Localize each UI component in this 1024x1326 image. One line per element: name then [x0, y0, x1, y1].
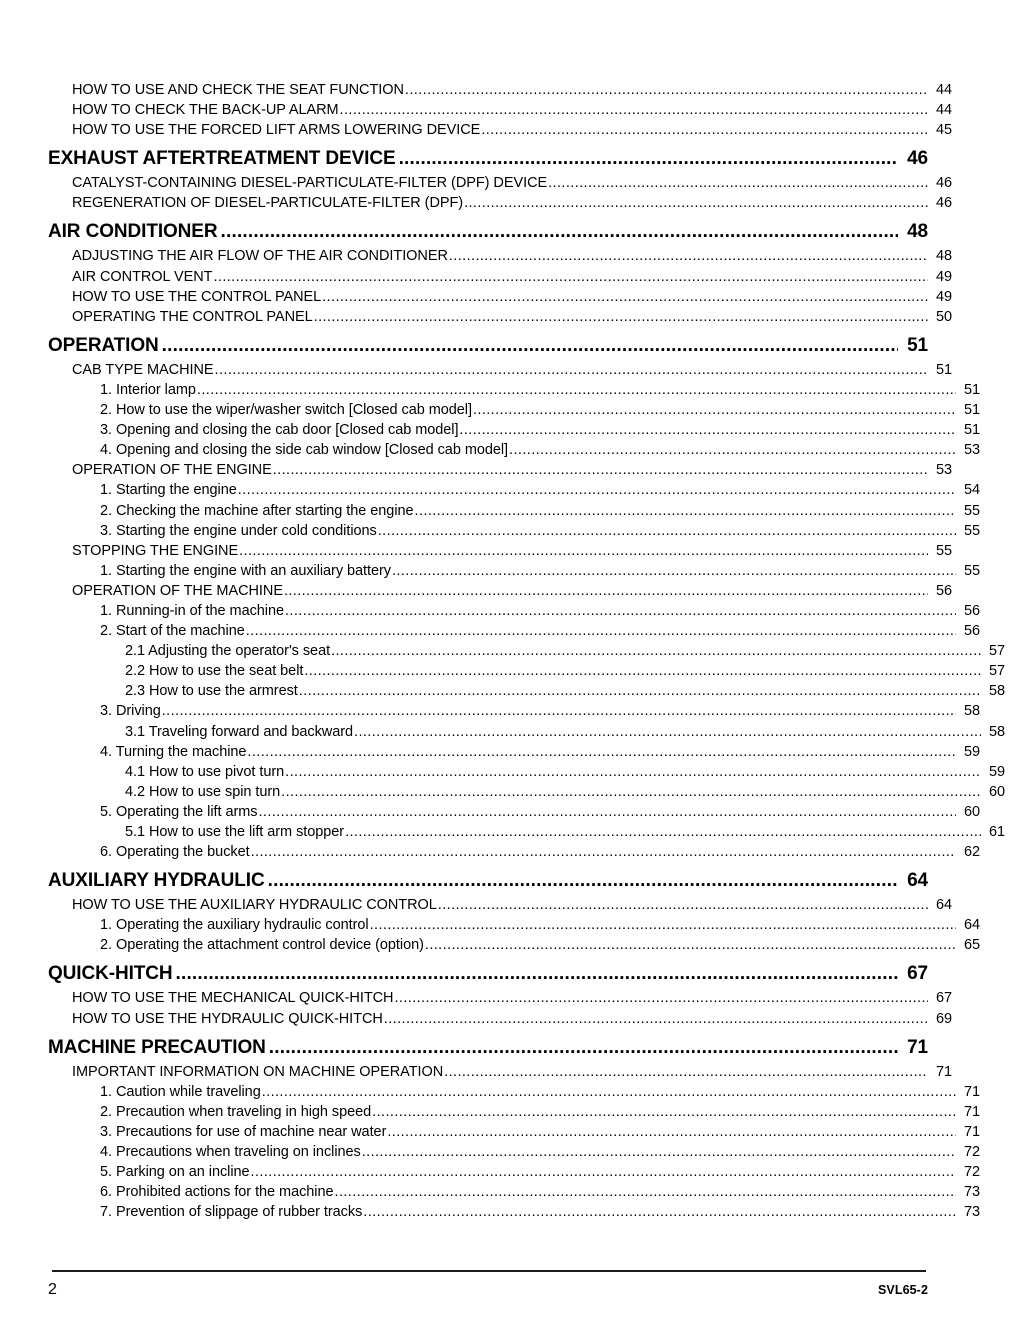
toc-dot-leader [392, 561, 956, 581]
toc-dot-leader [363, 1202, 956, 1222]
toc-entry[interactable] [100, 742, 980, 762]
toc-section-entry[interactable] [48, 149, 928, 169]
toc-section-entry[interactable] [48, 964, 928, 984]
toc-dot-leader [362, 1142, 956, 1162]
toc-entry-label: 3. Driving [100, 703, 161, 720]
toc-entry-label: IMPORTANT INFORMATION ON MACHINE OPERATION [72, 1063, 444, 1080]
toc-page-number: 55 [935, 542, 952, 559]
toc-dot-leader [281, 782, 981, 802]
toc-entry-label: QUICK-HITCH [48, 963, 173, 985]
toc-entry[interactable] [100, 1202, 980, 1222]
toc-page-number: 51 [963, 381, 980, 398]
toc-dot-leader [394, 988, 928, 1008]
toc-entry[interactable] [72, 460, 952, 480]
toc-page-number: 53 [963, 442, 980, 459]
toc-entry[interactable] [100, 501, 980, 521]
toc-entry-label: 2. Precaution when traveling in high speed [100, 1103, 372, 1120]
toc-dot-leader [399, 149, 898, 169]
toc-dot-leader [285, 762, 981, 782]
toc-dot-leader [239, 541, 928, 561]
toc-entry-label: 2.2 How to use the seat belt [125, 663, 304, 680]
toc-entry-label: STOPPING THE ENGINE [72, 542, 239, 559]
toc-entry[interactable] [72, 307, 952, 327]
toc-entry[interactable] [100, 915, 980, 935]
toc-page-number: 59 [988, 763, 1005, 780]
toc-entry-label: 1. Interior lamp [100, 381, 196, 398]
toc-entry[interactable] [72, 1062, 952, 1082]
toc-dot-leader [481, 120, 928, 140]
toc-page-number: 58 [988, 683, 1005, 700]
toc-entry-label: REGENERATION OF DIESEL-PARTICULATE-FILTER (DPF) [72, 195, 464, 212]
toc-page-number: 48 [935, 248, 952, 265]
toc-dot-leader [197, 380, 956, 400]
toc-entry[interactable] [100, 561, 980, 581]
toc-page-number: 65 [963, 937, 980, 954]
toc-entry[interactable] [72, 267, 952, 287]
toc-entry-label: 2. Checking the machine after starting the engine [100, 502, 414, 519]
toc-entry-label: 2. Operating the attachment control device (option) [100, 937, 424, 954]
table-of-contents [48, 80, 1005, 1222]
toc-entry-label: 6. Operating the bucket [100, 844, 250, 861]
toc-page-number: 55 [963, 562, 980, 579]
toc-entry[interactable] [100, 1102, 980, 1122]
toc-page-number: 71 [907, 1036, 928, 1058]
toc-entry-label: MACHINE PRECAUTION [48, 1036, 266, 1058]
footer-divider [52, 1270, 926, 1272]
toc-entry[interactable] [100, 1122, 980, 1142]
toc-dot-leader [176, 964, 899, 984]
toc-entry-label: HOW TO USE THE AUXILIARY HYDRAULIC CONTROL [72, 897, 437, 914]
toc-entry[interactable] [72, 360, 952, 380]
toc-entry[interactable] [125, 782, 1005, 802]
toc-entry[interactable] [100, 935, 980, 955]
toc-entry-label: ADJUSTING THE AIR FLOW OF THE AIR CONDITIONER [72, 248, 448, 265]
toc-entry-label: CATALYST-CONTAINING DIESEL-PARTICULATE-FILTER (DPF) DEVICE [72, 175, 548, 192]
toc-entry-label: 5. Parking on an incline [100, 1164, 250, 1181]
toc-dot-leader [322, 287, 928, 307]
toc-page-number: 46 [935, 195, 952, 212]
toc-entry-label: CAB TYPE MACHINE [72, 361, 214, 378]
toc-page-number: 57 [988, 643, 1005, 660]
toc-dot-leader [473, 400, 956, 420]
toc-page-number: 51 [963, 402, 980, 419]
toc-dot-leader [464, 193, 928, 213]
toc-entry[interactable] [100, 802, 980, 822]
toc-dot-leader [384, 1009, 928, 1029]
toc-entry-label: AIR CONDITIONER [48, 221, 218, 243]
toc-entry-label: HOW TO USE THE HYDRAULIC QUICK-HITCH [72, 1010, 383, 1027]
toc-dot-leader [238, 480, 956, 500]
toc-page-number: 55 [963, 522, 980, 539]
toc-entry[interactable] [125, 681, 1005, 701]
toc-dot-leader [162, 701, 956, 721]
toc-entry-label: 1. Caution while traveling [100, 1083, 261, 1100]
toc-dot-leader [387, 1122, 956, 1142]
page-footer [48, 1281, 928, 1299]
toc-dot-leader [335, 1182, 956, 1202]
toc-entry[interactable] [100, 601, 980, 621]
toc-entry-label: 1. Starting the engine with an auxiliary battery [100, 562, 391, 579]
toc-entry[interactable] [100, 621, 980, 641]
toc-page-number: 45 [935, 122, 952, 139]
toc-dot-leader [285, 601, 956, 621]
toc-entry-label: HOW TO CHECK THE BACK-UP ALARM [72, 102, 339, 119]
toc-entry[interactable] [72, 120, 952, 140]
toc-entry[interactable] [100, 701, 980, 721]
toc-entry-label: AIR CONTROL VENT [72, 268, 213, 285]
toc-page-number: 64 [963, 917, 980, 934]
toc-page-number: 67 [935, 990, 952, 1007]
toc-entry-label: HOW TO USE THE CONTROL PANEL [72, 288, 322, 305]
toc-entry[interactable] [125, 641, 1005, 661]
toc-page-number: 71 [935, 1063, 952, 1080]
toc-entry[interactable] [72, 1009, 952, 1029]
toc-entry-label: 3.1 Traveling forward and backward [125, 723, 354, 740]
toc-entry[interactable] [72, 173, 952, 193]
toc-entry-label: OPERATION OF THE MACHINE [72, 582, 283, 599]
toc-page-number: 71 [963, 1083, 980, 1100]
toc-section-entry[interactable] [48, 1038, 928, 1058]
toc-page-number: 46 [935, 175, 952, 192]
toc-page-number: 58 [988, 723, 1005, 740]
toc-dot-leader [284, 581, 928, 601]
toc-entry-label: 6. Prohibited actions for the machine [100, 1184, 334, 1201]
toc-page-number: 48 [907, 221, 928, 243]
toc-section-entry[interactable] [48, 336, 928, 356]
toc-entry-label: 1. Operating the auxiliary hydraulic control [100, 917, 369, 934]
toc-page-number: 44 [935, 102, 952, 119]
toc-entry-label: OPERATING THE CONTROL PANEL [72, 308, 313, 325]
toc-entry-label: 7. Prevention of slippage of rubber tracks [100, 1204, 363, 1221]
toc-dot-leader [269, 1038, 898, 1058]
toc-entry[interactable] [72, 541, 952, 561]
toc-entry-label: 2.1 Adjusting the operator's seat [125, 643, 331, 660]
toc-dot-leader [304, 661, 981, 681]
toc-page-number: 72 [963, 1144, 980, 1161]
toc-entry[interactable] [100, 1142, 980, 1162]
toc-dot-leader [509, 440, 956, 460]
toc-dot-leader [331, 641, 981, 661]
toc-dot-leader [213, 267, 928, 287]
toc-entry[interactable] [72, 988, 952, 1008]
toc-dot-leader [273, 460, 928, 480]
toc-entry[interactable] [100, 420, 980, 440]
toc-entry-label: EXHAUST AFTERTREATMENT DEVICE [48, 148, 396, 170]
toc-page-number: 50 [935, 308, 952, 325]
toc-entry-label: OPERATION [48, 334, 159, 356]
toc-page-number: 73 [963, 1184, 980, 1201]
toc-page-number: 71 [963, 1123, 980, 1140]
toc-page-number: 60 [988, 783, 1005, 800]
toc-entry-label: 4. Turning the machine [100, 743, 247, 760]
toc-dot-leader [345, 822, 981, 842]
toc-page-number: 58 [963, 703, 980, 720]
toc-dot-leader [246, 621, 956, 641]
toc-entry[interactable] [72, 895, 952, 915]
toc-entry[interactable] [72, 581, 952, 601]
toc-entry[interactable] [100, 521, 980, 541]
toc-entry[interactable] [100, 1082, 980, 1102]
toc-page-number: 56 [963, 623, 980, 640]
toc-entry[interactable] [72, 193, 952, 213]
toc-entry-label: 3. Precautions for use of machine near water [100, 1123, 387, 1140]
toc-page-number: 56 [963, 602, 980, 619]
toc-page-number: 69 [935, 1010, 952, 1027]
toc-page-number: 56 [935, 582, 952, 599]
toc-entry-label: 4. Precautions when traveling on inclines [100, 1144, 361, 1161]
toc-dot-leader [415, 501, 956, 521]
toc-entry[interactable] [72, 80, 952, 100]
toc-entry-label: 2. How to use the wiper/washer switch [Closed cab model] [100, 402, 472, 419]
toc-entry-label: 4.2 How to use spin turn [125, 783, 281, 800]
toc-page-number: 64 [935, 897, 952, 914]
toc-entry[interactable] [125, 722, 1005, 742]
toc-page-number: 62 [963, 844, 980, 861]
toc-dot-leader [340, 100, 928, 120]
toc-dot-leader [262, 1082, 956, 1102]
toc-dot-leader [215, 360, 928, 380]
toc-entry-label: 5.1 How to use the lift arm stopper [125, 824, 345, 840]
toc-dot-leader [370, 915, 956, 935]
toc-entry[interactable] [100, 1162, 980, 1182]
toc-section-entry[interactable] [48, 871, 928, 891]
toc-page-number: 51 [935, 361, 952, 378]
toc-entry-label: HOW TO USE THE FORCED LIFT ARMS LOWERING DEVICE [72, 122, 481, 139]
toc-entry[interactable] [100, 842, 980, 862]
toc-dot-leader [449, 246, 928, 266]
toc-dot-leader [444, 1062, 928, 1082]
toc-dot-leader [459, 420, 956, 440]
toc-section-entry[interactable] [48, 222, 928, 242]
toc-dot-leader [162, 336, 898, 356]
toc-page-number: 60 [963, 803, 980, 820]
toc-page-number: 53 [935, 462, 952, 479]
toc-entry[interactable] [125, 661, 1005, 681]
toc-page-number: 51 [907, 334, 928, 356]
toc-entry[interactable] [125, 762, 1005, 782]
toc-dot-leader [258, 802, 956, 822]
toc-page-number: 64 [907, 870, 928, 892]
toc-dot-leader [438, 895, 928, 915]
footer-page-number: 2 [48, 1281, 57, 1298]
toc-entry-label: 3. Opening and closing the cab door [Closed cab model] [100, 422, 459, 439]
toc-dot-leader [354, 722, 981, 742]
toc-dot-leader [299, 681, 981, 701]
toc-entry[interactable] [72, 100, 952, 120]
toc-page-number: 49 [935, 288, 952, 305]
toc-page-number: 51 [963, 422, 980, 439]
toc-entry-label: AUXILIARY HYDRAULIC [48, 870, 265, 892]
toc-page-number: 61 [988, 824, 1005, 840]
footer-document-code: SVL65-2 [877, 1283, 928, 1297]
toc-entry[interactable] [100, 400, 980, 420]
toc-page-number: 67 [907, 963, 928, 985]
toc-page-number: 44 [935, 82, 952, 98]
toc-page-number: 71 [963, 1103, 980, 1120]
toc-entry-label: OPERATION OF THE ENGINE [72, 462, 272, 479]
toc-page-number: 72 [963, 1164, 980, 1181]
toc-dot-leader [314, 307, 928, 327]
toc-dot-leader [268, 871, 898, 891]
toc-entry[interactable] [100, 380, 980, 400]
toc-entry-label: HOW TO USE AND CHECK THE SEAT FUNCTION [72, 82, 404, 98]
toc-page-number: 73 [963, 1204, 980, 1221]
toc-page-number: 46 [907, 148, 928, 170]
toc-entry[interactable] [100, 480, 980, 500]
toc-entry[interactable] [72, 246, 952, 266]
toc-entry[interactable] [72, 287, 952, 307]
toc-dot-leader [221, 222, 898, 242]
toc-entry-label: 1. Running-in of the machine [100, 602, 284, 619]
toc-entry-label: 4. Opening and closing the side cab window [Closed cab model] [100, 442, 509, 459]
toc-dot-leader [548, 173, 928, 193]
toc-entry-label: 5. Operating the lift arms [100, 803, 258, 820]
toc-dot-leader [251, 1162, 956, 1182]
toc-entry-label: HOW TO USE THE MECHANICAL QUICK-HITCH [72, 990, 394, 1007]
toc-page-number: 54 [963, 482, 980, 499]
toc-entry-label: 3. Starting the engine under cold conditions [100, 522, 377, 539]
toc-dot-leader [247, 742, 956, 762]
toc-entry[interactable] [100, 440, 980, 460]
toc-page-number: 49 [935, 268, 952, 285]
toc-page-number: 59 [963, 743, 980, 760]
toc-page-number: 57 [988, 663, 1005, 680]
toc-dot-leader [372, 1102, 956, 1122]
toc-entry-label: 2.3 How to use the armrest [125, 683, 298, 700]
toc-entry-label: 4.1 How to use pivot turn [125, 763, 285, 780]
toc-dot-leader [251, 842, 956, 862]
toc-entry[interactable] [125, 822, 1005, 842]
toc-entry-label: 1. Starting the engine [100, 482, 237, 499]
toc-entry-label: 2. Start of the machine [100, 623, 245, 640]
toc-dot-leader [405, 80, 928, 100]
toc-entry[interactable] [100, 1182, 980, 1202]
toc-dot-leader [378, 521, 956, 541]
toc-page-number: 55 [963, 502, 980, 519]
toc-dot-leader [425, 935, 956, 955]
